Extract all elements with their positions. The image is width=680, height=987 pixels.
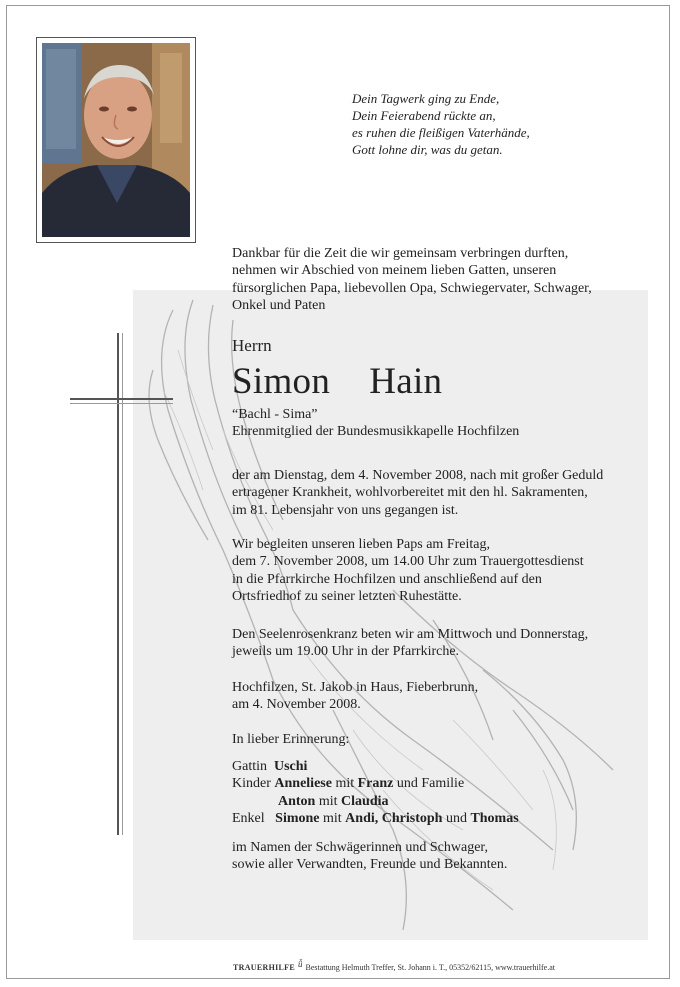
family-row-grandchildren [232,810,519,827]
poem-line: Dein Feierabend rückte an, [352,108,496,123]
footer-brand: TRAUERHILFE [233,963,295,972]
rosary-notice [232,626,588,661]
cross-vertical-line-inner [122,333,123,835]
connector-text: mit [323,810,342,826]
poem [352,90,530,158]
place-line: am 4. November 2008. [232,697,361,713]
closing-line: im Namen der Schwägerinnen und Schwager, [232,840,489,855]
closing-line: sowie aller Verwandten, Freunde und Bekannten. [232,857,508,873]
funeral-line: dem 7. November 2008, um 14.00 Uhr zum Trauergottesdienst [232,554,584,570]
death-notice [232,467,603,519]
death-line: im 81. Lebensjahr von uns gegangen ist. [232,502,459,518]
partner-name: Claudia [341,793,389,809]
footer [233,959,555,972]
trauerhilfe-logo: ǚ [297,959,303,969]
cross-horizontal-line [70,398,173,400]
family-row-wife [232,758,519,775]
death-line: der am Dienstag, dem 4. November 2008, nach mit großer Geduld [232,468,604,483]
intro-line: Dankbar für die Zeit die wir gemeinsam verbringen durften, [232,246,569,261]
funeral-line: in die Pfarrkirche Hochfilzen und anschließend auf den [232,571,542,587]
child-name: Anneliese [274,776,332,792]
rosary-line: jeweils um 19.00 Uhr in der Pfarrkirche. [232,644,460,660]
family-row-children [232,775,519,792]
salutation: Herrn [232,336,272,355]
honor: Ehrenmitglied der Bundesmusikkapelle Hochfilzen [232,424,520,440]
closing-text [232,839,507,874]
cross-vertical-line [117,333,119,835]
grandchild-name: Simone [275,810,320,826]
memory-heading: In lieber Erinnerung: [232,732,350,747]
intro-line: Onkel und Paten [232,297,326,313]
grandchild-names: Andi, Christoph [345,810,443,826]
intro-line: fürsorglichen Papa, liebevollen Opa, Schwiegervater, Schwager, [232,280,592,296]
children-label: Kinder [232,776,271,792]
wife-name: Uschi [274,759,308,774]
portrait-photo [42,43,190,237]
poem-line: Gott lohne dir, was du getan. [352,142,503,157]
portrait-frame [36,37,196,243]
child-name: Anton [278,793,316,809]
wife-label: Gattin [232,759,267,774]
cross-horizontal-line-inner [70,403,173,404]
grandchild-name: Thomas [470,810,519,826]
nickname: “Bachl - Sima” [232,407,318,422]
place-date [232,679,478,714]
funeral-notice [232,536,584,605]
family-list [232,758,519,827]
rosary-line: Den Seelenrosenkranz beten wir am Mittwoch und Donnerstag, [232,627,589,642]
deceased-name: Simon Hain [232,361,443,402]
nickname-honor [232,406,519,441]
connector-text: und [445,810,467,826]
funeral-line: Ortsfriedhof zu seiner letzten Ruhestätte. [232,588,462,604]
connector-text: mit [335,776,355,792]
poem-line: Dein Tagwerk ging zu Ende, [352,91,500,106]
connector-text: mit [318,793,338,809]
family-row-children-2 [232,793,519,810]
footer-text: Bestattung Helmuth Treffer, St. Johann i. T., 05352/62115, www.trauerhilfe.at [305,963,555,972]
intro-text [232,245,592,314]
death-line: ertragener Krankheit, wohlvorbereitet mit den hl. Sakramenten, [232,485,588,501]
poem-line: es ruhen die fleißigen Vaterhände, [352,125,530,140]
grandchildren-label: Enkel [232,810,265,826]
family-suffix: und Familie [396,776,465,792]
place-line: Hochfilzen, St. Jakob in Haus, Fieberbrunn, [232,680,479,695]
intro-line: nehmen wir Abschied von meinem lieben Gatten, unseren [232,263,557,279]
partner-name: Franz [357,776,394,792]
funeral-line: Wir begleiten unseren lieben Paps am Freitag, [232,537,490,552]
